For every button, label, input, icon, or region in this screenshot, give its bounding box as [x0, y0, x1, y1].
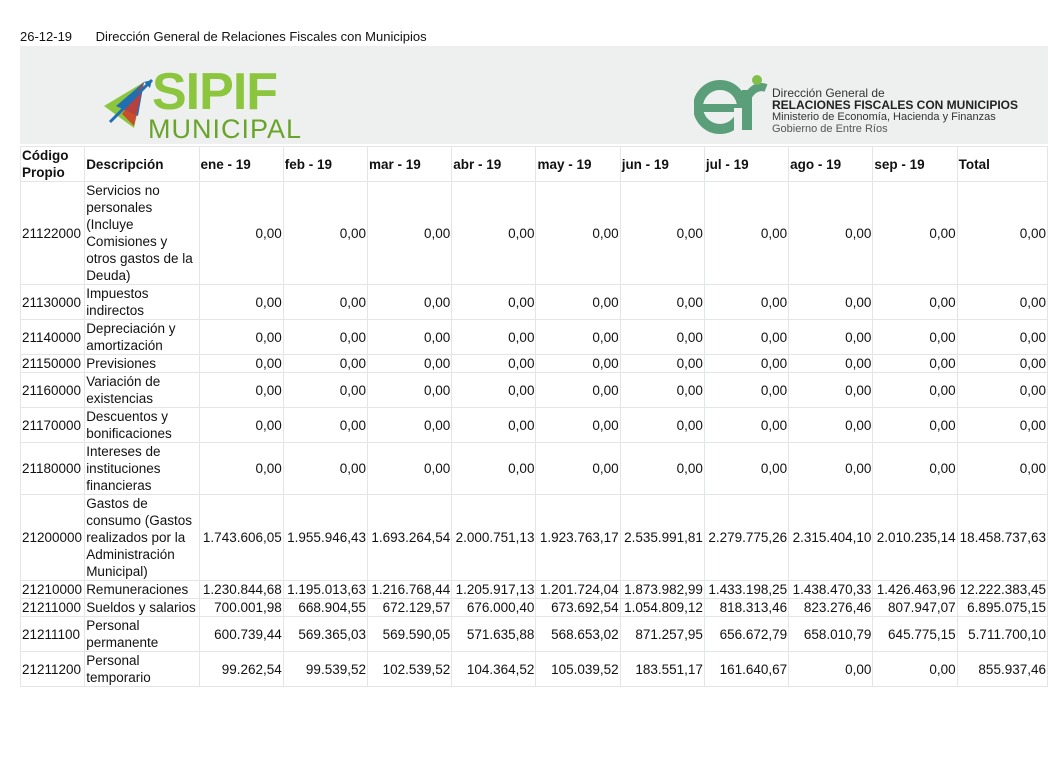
row-code: 21140000 — [21, 320, 85, 355]
row-month-value: 0,00 — [704, 182, 788, 285]
row-total: 0,00 — [957, 408, 1047, 443]
row-description: Personal temporario — [85, 652, 199, 687]
row-month-value: 0,00 — [199, 320, 283, 355]
row-month-value: 0,00 — [367, 373, 451, 408]
row-total: 5.711.700,10 — [957, 617, 1047, 652]
row-month-value: 0,00 — [620, 408, 704, 443]
row-month-value: 0,00 — [367, 355, 451, 373]
row-month-value: 0,00 — [873, 320, 957, 355]
row-description: Personal permanente — [85, 617, 199, 652]
column-header: Total — [957, 147, 1047, 182]
table-row — [21, 285, 1048, 320]
row-month-value: 0,00 — [873, 182, 957, 285]
row-month-value: 700.001,98 — [199, 599, 283, 617]
row-description: Intereses de instituciones financieras — [85, 443, 199, 495]
page-header — [20, 29, 427, 44]
row-month-value: 0,00 — [873, 373, 957, 408]
row-month-value: 0,00 — [367, 285, 451, 320]
row-month-value: 0,00 — [789, 355, 873, 373]
row-month-value: 0,00 — [367, 182, 451, 285]
row-month-value: 0,00 — [789, 408, 873, 443]
row-month-value: 0,00 — [283, 373, 367, 408]
row-code: 21180000 — [21, 443, 85, 495]
row-month-value: 2.279.775,26 — [704, 495, 788, 581]
row-month-value: 99.262,54 — [199, 652, 283, 687]
row-month-value: 0,00 — [283, 408, 367, 443]
row-month-value: 658.010,79 — [789, 617, 873, 652]
row-month-value: 672.129,57 — [367, 599, 451, 617]
row-month-value: 0,00 — [789, 652, 873, 687]
row-month-value: 668.904,55 — [283, 599, 367, 617]
row-month-value: 1.923.763,17 — [536, 495, 620, 581]
row-month-value: 673.692,54 — [536, 599, 620, 617]
row-description: Depreciación y amortización — [85, 320, 199, 355]
column-header: abr - 19 — [452, 147, 536, 182]
row-month-value: 0,00 — [620, 355, 704, 373]
row-month-value: 0,00 — [620, 285, 704, 320]
row-month-value: 102.539,52 — [367, 652, 451, 687]
row-total: 855.937,46 — [957, 652, 1047, 687]
row-month-value: 0,00 — [199, 373, 283, 408]
row-month-value: 0,00 — [452, 373, 536, 408]
table-row — [21, 617, 1048, 652]
row-month-value: 0,00 — [283, 285, 367, 320]
row-month-value: 105.039,52 — [536, 652, 620, 687]
table-row — [21, 373, 1048, 408]
row-month-value: 0,00 — [452, 443, 536, 495]
row-month-value: 656.672,79 — [704, 617, 788, 652]
row-month-value: 0,00 — [452, 355, 536, 373]
row-month-value: 0,00 — [367, 408, 451, 443]
row-month-value: 0,00 — [199, 408, 283, 443]
row-month-value: 0,00 — [452, 320, 536, 355]
row-month-value: 2.535.991,81 — [620, 495, 704, 581]
row-month-value: 807.947,07 — [873, 599, 957, 617]
sipif-subtitle: MUNICIPAL — [148, 114, 303, 144]
row-month-value: 0,00 — [536, 355, 620, 373]
row-month-value: 0,00 — [704, 443, 788, 495]
table-header-row — [21, 147, 1048, 182]
table-row — [21, 443, 1048, 495]
sipif-title: SIPIF — [152, 63, 278, 121]
row-month-value: 1.230.844,68 — [199, 581, 283, 599]
row-month-value: 2.315.404,10 — [789, 495, 873, 581]
row-month-value: 0,00 — [873, 652, 957, 687]
row-month-value: 871.257,95 — [620, 617, 704, 652]
column-header: sep - 19 — [873, 147, 957, 182]
column-header: Código Propio — [21, 147, 85, 182]
row-month-value: 818.313,46 — [704, 599, 788, 617]
row-description: Impuestos indirectos — [85, 285, 199, 320]
row-month-value: 568.653,02 — [536, 617, 620, 652]
row-month-value: 1.693.264,54 — [367, 495, 451, 581]
column-header: ene - 19 — [199, 147, 283, 182]
row-month-value: 0,00 — [452, 285, 536, 320]
table-row — [21, 408, 1048, 443]
row-month-value: 0,00 — [199, 355, 283, 373]
row-month-value: 0,00 — [620, 373, 704, 408]
row-code: 21210000 — [21, 581, 85, 599]
row-month-value: 0,00 — [704, 408, 788, 443]
row-month-value: 0,00 — [620, 182, 704, 285]
column-header: Descripción — [85, 147, 199, 182]
row-month-value: 1.216.768,44 — [367, 581, 451, 599]
header-title: Dirección General de Relaciones Fiscales con Municipios — [95, 29, 427, 44]
column-header: jul - 19 — [704, 147, 788, 182]
table-row — [21, 182, 1048, 285]
row-month-value: 0,00 — [704, 355, 788, 373]
row-month-value: 0,00 — [704, 373, 788, 408]
row-total: 0,00 — [957, 320, 1047, 355]
row-description: Previsiones — [85, 355, 199, 373]
row-month-value: 0,00 — [536, 285, 620, 320]
row-code: 21211200 — [21, 652, 85, 687]
row-code: 21211000 — [21, 599, 85, 617]
row-total: 6.895.075,15 — [957, 599, 1047, 617]
row-month-value: 1.433.198,25 — [704, 581, 788, 599]
row-month-value: 0,00 — [789, 182, 873, 285]
row-month-value: 0,00 — [199, 182, 283, 285]
row-description: Descuentos y bonificaciones — [85, 408, 199, 443]
row-month-value: 1.955.946,43 — [283, 495, 367, 581]
row-month-value: 0,00 — [367, 320, 451, 355]
row-month-value: 1.054.809,12 — [620, 599, 704, 617]
column-header: feb - 19 — [283, 147, 367, 182]
column-header: may - 19 — [536, 147, 620, 182]
sipif-logo — [104, 63, 324, 146]
row-description: Variación de existencias — [85, 373, 199, 408]
row-month-value: 161.640,67 — [704, 652, 788, 687]
row-month-value: 1.873.982,99 — [620, 581, 704, 599]
row-month-value: 569.590,05 — [367, 617, 451, 652]
row-month-value: 0,00 — [789, 320, 873, 355]
row-month-value: 0,00 — [873, 285, 957, 320]
row-month-value: 0,00 — [789, 443, 873, 495]
row-month-value: 0,00 — [789, 373, 873, 408]
row-code: 21200000 — [21, 495, 85, 581]
row-description: Remuneraciones — [85, 581, 199, 599]
row-month-value: 1.426.463,96 — [873, 581, 957, 599]
row-month-value: 0,00 — [199, 285, 283, 320]
row-month-value: 0,00 — [367, 443, 451, 495]
row-month-value: 0,00 — [873, 408, 957, 443]
row-code: 21122000 — [21, 182, 85, 285]
row-description: Servicios no personales (Incluye Comisiones y otros gastos de la Deuda) — [85, 182, 199, 285]
table-row — [21, 581, 1048, 599]
row-month-value: 0,00 — [704, 320, 788, 355]
row-total: 0,00 — [957, 182, 1047, 285]
er-text — [772, 87, 1018, 135]
row-month-value: 0,00 — [536, 373, 620, 408]
row-month-value: 0,00 — [283, 320, 367, 355]
row-month-value: 1.201.724,04 — [536, 581, 620, 599]
row-month-value: 1.205.917,13 — [452, 581, 536, 599]
row-month-value: 0,00 — [283, 355, 367, 373]
row-month-value: 2.000.751,13 — [452, 495, 536, 581]
row-month-value: 0,00 — [536, 320, 620, 355]
row-month-value: 2.010.235,14 — [873, 495, 957, 581]
row-total: 0,00 — [957, 285, 1047, 320]
row-month-value: 0,00 — [536, 443, 620, 495]
row-month-value: 0,00 — [873, 443, 957, 495]
row-total: 0,00 — [957, 443, 1047, 495]
row-month-value: 823.276,46 — [789, 599, 873, 617]
row-month-value: 600.739,44 — [199, 617, 283, 652]
logo-banner — [20, 46, 1048, 144]
row-month-value: 571.635,88 — [452, 617, 536, 652]
row-month-value: 183.551,17 — [620, 652, 704, 687]
er-line1: Dirección General de — [772, 86, 885, 100]
row-month-value: 0,00 — [283, 443, 367, 495]
table-row — [21, 495, 1048, 581]
er-line3: Ministerio de Economía, Hacienda y Finanzas — [772, 111, 996, 123]
row-month-value: 569.365,03 — [283, 617, 367, 652]
print-date: 26-12-19 — [20, 29, 73, 44]
row-month-value: 0,00 — [452, 182, 536, 285]
row-month-value: 1.438.470,33 — [789, 581, 873, 599]
row-code: 21130000 — [21, 285, 85, 320]
column-header: mar - 19 — [367, 147, 451, 182]
table-row — [21, 599, 1048, 617]
row-month-value: 0,00 — [536, 408, 620, 443]
row-code: 21170000 — [21, 408, 85, 443]
row-code: 21160000 — [21, 373, 85, 408]
row-total: 12.222.383,45 — [957, 581, 1047, 599]
row-total: 18.458.737,63 — [957, 495, 1047, 581]
expenses-table — [20, 146, 1048, 687]
row-month-value: 0,00 — [536, 182, 620, 285]
row-month-value: 676.000,40 — [452, 599, 536, 617]
row-description: Gastos de consumo (Gastos realizados por la Administración Municipal) — [85, 495, 199, 581]
row-month-value: 1.743.606,05 — [199, 495, 283, 581]
row-month-value: 645.775,15 — [873, 617, 957, 652]
column-header: ago - 19 — [789, 147, 873, 182]
table-row — [21, 355, 1048, 373]
row-total: 0,00 — [957, 355, 1047, 373]
er-line4: Gobierno de Entre Ríos — [772, 123, 888, 135]
row-month-value: 0,00 — [789, 285, 873, 320]
row-month-value: 99.539,52 — [283, 652, 367, 687]
row-month-value: 0,00 — [704, 285, 788, 320]
row-month-value: 1.195.013,63 — [283, 581, 367, 599]
er-line2: RELACIONES FISCALES CON MUNICIPIOS — [772, 98, 1019, 112]
row-month-value: 0,00 — [283, 182, 367, 285]
row-total: 0,00 — [957, 373, 1047, 408]
row-month-value: 0,00 — [873, 355, 957, 373]
row-code: 21211100 — [21, 617, 85, 652]
row-month-value: 0,00 — [620, 320, 704, 355]
row-month-value: 0,00 — [620, 443, 704, 495]
row-month-value: 0,00 — [452, 408, 536, 443]
er-mark-icon — [694, 74, 770, 136]
row-month-value: 104.364,52 — [452, 652, 536, 687]
er-logo — [694, 74, 1034, 144]
table-row — [21, 320, 1048, 355]
column-header: jun - 19 — [620, 147, 704, 182]
table-body — [21, 182, 1048, 687]
row-description: Sueldos y salarios — [85, 599, 199, 617]
table-row — [21, 652, 1048, 687]
row-month-value: 0,00 — [199, 443, 283, 495]
row-code: 21150000 — [21, 355, 85, 373]
